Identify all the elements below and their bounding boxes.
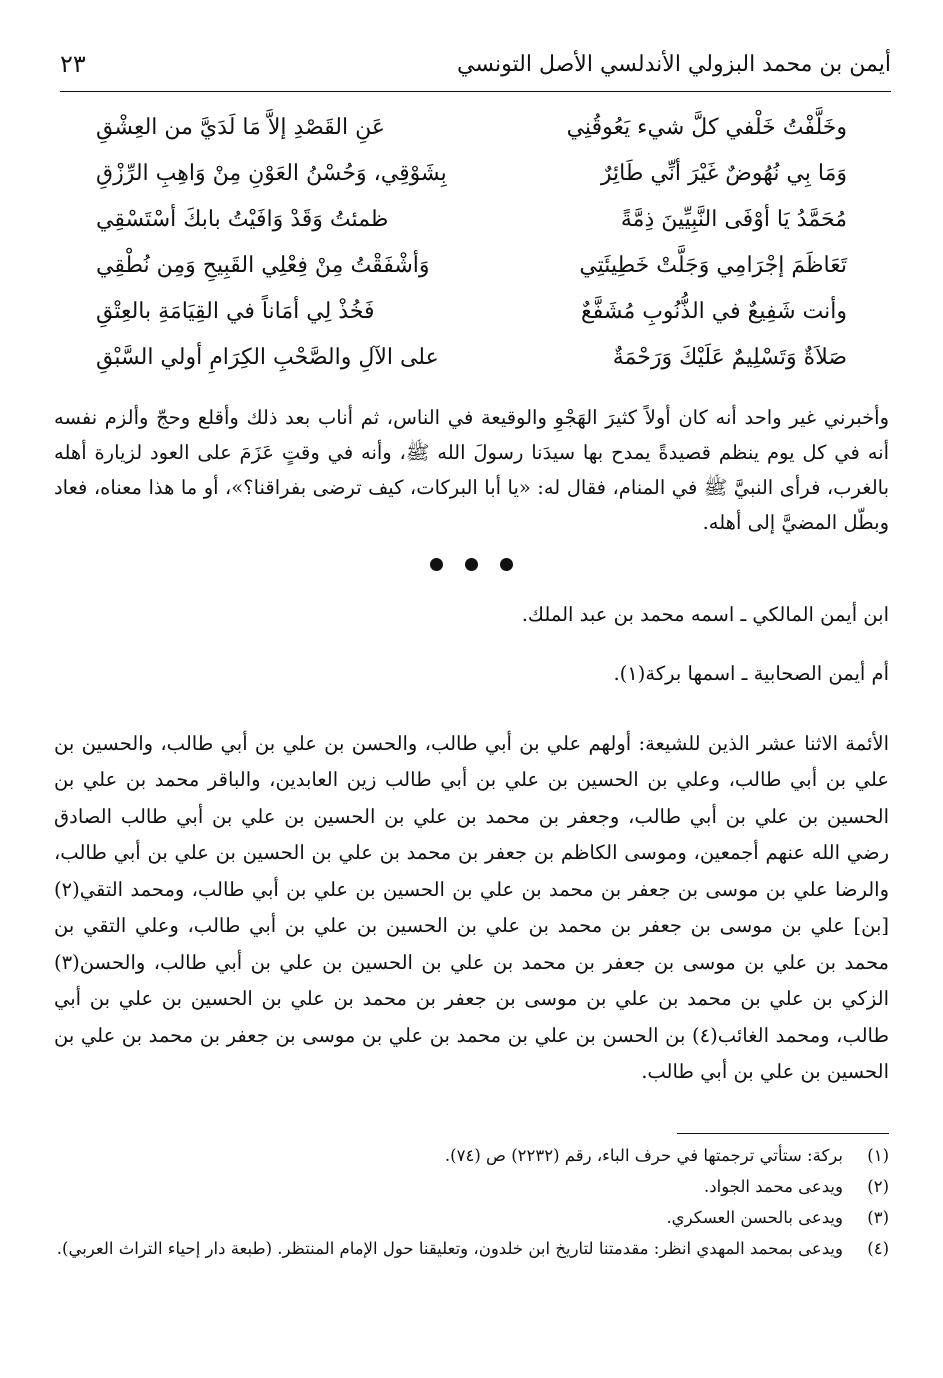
verse-first-hemistich: مُحَمَّدُ يَا أوْفَى النَّبِيِّينَ ذِمَّةً (620, 207, 847, 232)
footnote-number: (٣) (867, 1208, 889, 1227)
poem-verse (96, 108, 847, 154)
poem-verse (96, 338, 847, 384)
page-number: ٢٣ (60, 50, 86, 78)
footnote-number: (١) (867, 1146, 889, 1165)
footnote (56, 1233, 889, 1264)
footnote-number: (٤) (867, 1239, 889, 1258)
page-header (60, 48, 891, 86)
verse-second-hemistich: على الآلِ والصَّحْبِ الكِرَامِ أولي السَّبْقِ (96, 345, 439, 370)
verse-second-hemistich: فَخُذْ لِي أمَاناً في القِيَامَةِ بالعِتْقِ (96, 299, 375, 324)
footnote-number: (٢) (867, 1177, 889, 1196)
footnote (56, 1202, 889, 1233)
footnote (56, 1140, 889, 1171)
footnote-text: ويدعى محمد الجواد. (704, 1177, 843, 1196)
poem-verse (96, 200, 847, 246)
verse-second-hemistich: عَنِ القَصْدِ إلاَّ مَا لَدَيَّ من العِشْقِ (96, 115, 385, 140)
separator-dot (430, 558, 443, 571)
footnote-text: بركة: ستأتي ترجمتها في حرف الباء، رقم (٢٢٣٢) ص (٧٤). (444, 1146, 843, 1165)
poem-verse (96, 246, 847, 292)
footnotes (56, 1140, 889, 1264)
section-separator (0, 556, 943, 575)
header-rule (60, 91, 891, 92)
verse-first-hemistich: تَعَاظَمَ إجْرَامِي وَجَلَّتْ خَطِيئَتِي (579, 253, 847, 278)
verse-first-hemistich: صَلاَةٌ وَتَسْلِيمٌ عَلَيْكَ وَرَحْمَةٌ (612, 345, 847, 370)
verse-first-hemistich: وأنت شَفِيعٌ في الذُّنُوبِ مُشَفَّعٌ (580, 299, 847, 324)
verse-second-hemistich: ظمئتُ وَقَدْ وَافَيْتُ بابكَ أسْتَسْقِي (96, 207, 389, 232)
running-title: أيمن بن محمد البزولي الأندلسي الأصل التونسي (457, 52, 891, 77)
separator-dot (465, 558, 478, 571)
verse-second-hemistich: وَأشْفَقْتُ مِنْ فِعْلِي القَبِيحِ وَمِن نُطْقِي (96, 253, 430, 278)
anecdote-paragraph: وأخبرني غير واحد أنه كان أولاً كثيرَ الهَجْوِ والوقيعة في الناس، ثم أناب بعد ذلك وأقلع وحجّ وألزم نفسه أنه في كل يوم ينظم قصيدةً يمدح بها سيدَنا رسولَ الله ﷺ، وأنه في وقتٍ عَزَمَ على العود لزيارة أهله بالغرب، فرأى النبيَّ ﷺ في المنام، فقال له: «يا أبا البركات، كيف ترضى بفراقنا؟»، أو ما هذا معناه، فعاد وبطّل المضيَّ إلى أهله. (54, 405, 889, 534)
footnote-text: ويدعى بمحمد المهدي انظر: مقدمتنا لتاريخ ابن خلدون، وتعليقنا حول الإمام المنتظر. (طبعة دار إحياء التراث العربي). (56, 1239, 843, 1258)
footnote-rule (677, 1133, 889, 1134)
poem-verse (96, 154, 847, 200)
entry-umm-ayman: أم أيمن الصحابية ـ اسمها بركة(١). (613, 662, 889, 685)
verse-second-hemistich: بِشَوْقِي، وَحُسْنُ العَوْنِ مِنْ وَاهِبِ الرِّزْقِ (96, 161, 447, 186)
poem-verse (96, 292, 847, 338)
footnote-text: ويدعى بالحسن العسكري. (666, 1208, 843, 1227)
verse-first-hemistich: وَمَا بِي نُهُوضٌ غَيْرَ أنِّي طَائِرٌ (600, 161, 847, 186)
footnote (56, 1171, 889, 1202)
separator-dot (500, 558, 513, 571)
verse-first-hemistich: وخَلَّفْتُ خَلْفي كلَّ شيء يَعُوقُنِي (566, 115, 847, 140)
entry-ibn-ayman: ابن أيمن المالكي ـ اسمه محمد بن عبد الملك. (521, 603, 889, 626)
poem (96, 108, 847, 384)
twelve-imams-paragraph: الأئمة الاثنا عشر الذين للشيعة: أولهم علي بن أبي طالب، والحسن بن علي بن أبي طالب، والحسين بن علي بن أبي طالب، وعلي بن الحسين بن علي بن أبي طالب زين العابدين، والباقر محمد بن علي بن الحسين بن علي بن أبي طالب، وجعفر بن محمد بن علي بن الحسين بن علي بن أبي طالب الصادق رضي الله عنهم أجمعين، وموسى الكاظم بن جعفر بن محمد بن علي بن الحسين بن علي بن أبي طالب، والرضا علي بن موسى بن جعفر بن محمد بن علي بن الحسين بن علي بن أبي طالب، ومحمد التقي(٢) [بن] علي بن موسى بن جعفر بن محمد بن علي بن الحسين بن علي بن أبي طالب، وعلي التقي بن محمد بن علي بن موسى بن جعفر بن محمد بن علي بن الحسين بن علي بن أبي طالب، والحسن(٣) الزكي بن علي بن محمد بن علي بن موسى بن جعفر بن محمد بن علي بن الحسين بن علي بن أبي طالب، ومحمد الغائب(٤) بن الحسن بن علي بن محمد بن علي بن موسى بن جعفر بن محمد بن علي بن الحسين بن علي بن أبي طالب. (54, 731, 890, 1083)
